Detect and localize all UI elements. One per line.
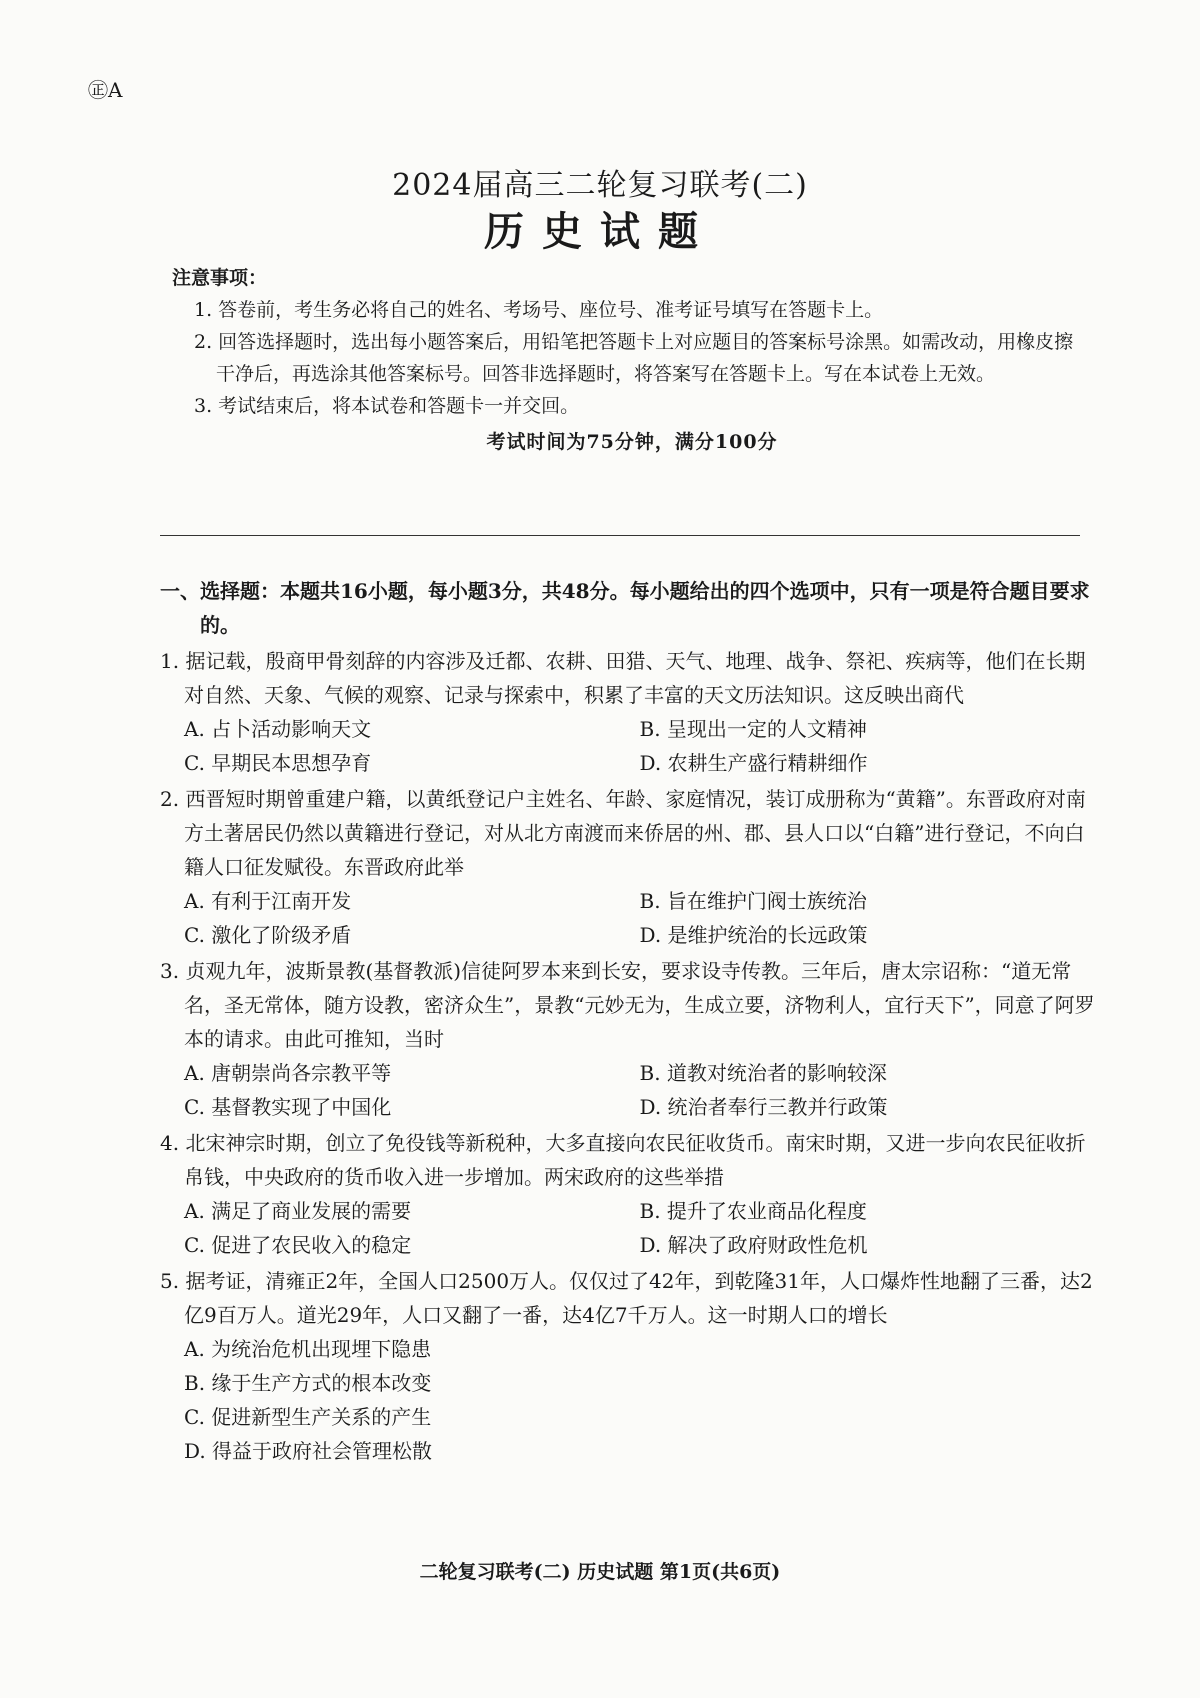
option-c: C. 促进了农民收入的稳定 xyxy=(184,1233,412,1257)
exam-name: 2024届高三二轮复习联考(二) xyxy=(392,168,808,203)
question-stem: 5. 据考证，清雍正2年，全国人口2500万人。仅仅过了42年，到乾隆31年，人口爆炸性地翻了三番，达2亿9百万人。道光29年，人口又翻了一番，达4亿7千万人。这一时期人口的增长 xyxy=(160,1269,1093,1327)
question-1 xyxy=(160,644,1095,780)
notice-block xyxy=(172,262,1092,458)
option-c: C. 促进新型生产关系的产生 xyxy=(184,1405,432,1429)
option-b: B. 提升了农业商品化程度 xyxy=(639,1199,867,1223)
option-d: D. 是维护统治的长远政策 xyxy=(639,923,868,947)
option-d: D. 得益于政府社会管理松散 xyxy=(184,1439,433,1463)
option-b: B. 旨在维护门阀士族统治 xyxy=(639,889,867,913)
corner-mark: ㊣A xyxy=(88,78,123,102)
question-stem: 2. 西晋短时期曾重建户籍，以黄纸登记户主姓名、年龄、家庭情况，装订成册称为“黄籍”。东晋政府对南方土著居民仍然以黄籍进行登记，对从北方南渡而来侨居的州、郡、县人口以“白籍”进行登记，不向白籍人口征发赋役。东晋政府此举 xyxy=(160,787,1086,879)
question-5 xyxy=(160,1264,1095,1468)
option-a: A. 唐朝崇尚各宗教平等 xyxy=(184,1061,392,1085)
option-a: A. 有利于江南开发 xyxy=(184,889,352,913)
notice-item: 3. 考试结束后，将本试卷和答题卡一并交回。 xyxy=(194,395,580,417)
question-2 xyxy=(160,782,1095,952)
exam-info: 考试时间为75分钟，满分100分 xyxy=(486,431,778,453)
choice-section xyxy=(160,574,1095,1468)
notice-item: 2. 回答选择题时，选出每小题答案后，用铅笔把答题卡上对应题目的答案标号涂黑。如需改动，用橡皮擦干净后，再选涂其他答案标号。回答非选择题时，将答案写在答题卡上。写在本试卷上无效。 xyxy=(194,331,1074,385)
option-b: B. 道教对统治者的影响较深 xyxy=(639,1061,887,1085)
question-4 xyxy=(160,1126,1095,1262)
option-d: D. 统治者奉行三教并行政策 xyxy=(639,1095,888,1119)
divider xyxy=(160,535,1080,536)
option-a: A. 满足了商业发展的需要 xyxy=(184,1199,412,1223)
subject-title: 历史试题 xyxy=(484,208,716,255)
option-a: A. 为统治危机出现埋下隐患 xyxy=(184,1337,432,1361)
section-title: 一、选择题：本题共16小题，每小题3分，共48分。每小题给出的四个选项中，只有一项是符合题目要求的。 xyxy=(160,579,1090,637)
option-d: D. 解决了政府财政性危机 xyxy=(639,1233,868,1257)
notice-item: 1. 答卷前，考生务必将自己的姓名、考场号、座位号、准考证号填写在答题卡上。 xyxy=(194,299,884,321)
question-stem: 4. 北宋神宗时期，创立了免役钱等新税种，大多直接向农民征收货币。南宋时期，又进一步向农民征收折帛钱，中央政府的货币收入进一步增加。两宋政府的这些举措 xyxy=(160,1131,1086,1189)
question-stem: 3. 贞观九年，波斯景教(基督教派)信徒阿罗本来到长安，要求设寺传教。三年后，唐太宗诏称：“道无常名，圣无常体，随方设教，密济众生”，景教“元妙无为，生成立要，济物利人，宜行天下”，同意了阿罗本的请求。由此可推知，当时 xyxy=(160,959,1095,1051)
question-stem: 1. 据记载，殷商甲骨刻辞的内容涉及迁都、农耕、田猎、天气、地理、战争、祭祀、疾病等，他们在长期对自然、天象、气候的观察、记录与探索中，积累了丰富的天文历法知识。这反映出商代 xyxy=(160,649,1086,707)
question-3 xyxy=(160,954,1095,1124)
option-b: B. 呈现出一定的人文精神 xyxy=(639,717,867,741)
option-a: A. 占卜活动影响天文 xyxy=(184,717,372,741)
page-footer: 二轮复习联考(二) 历史试题 第1页(共6页) xyxy=(419,1561,781,1583)
notice-title: 注意事项： xyxy=(172,267,268,289)
option-c: C. 基督教实现了中国化 xyxy=(184,1095,392,1119)
option-c: C. 早期民本思想孕育 xyxy=(184,751,372,775)
option-c: C. 激化了阶级矛盾 xyxy=(184,923,352,947)
option-b: B. 缘于生产方式的根本改变 xyxy=(184,1371,432,1395)
option-d: D. 农耕生产盛行精耕细作 xyxy=(639,751,868,775)
